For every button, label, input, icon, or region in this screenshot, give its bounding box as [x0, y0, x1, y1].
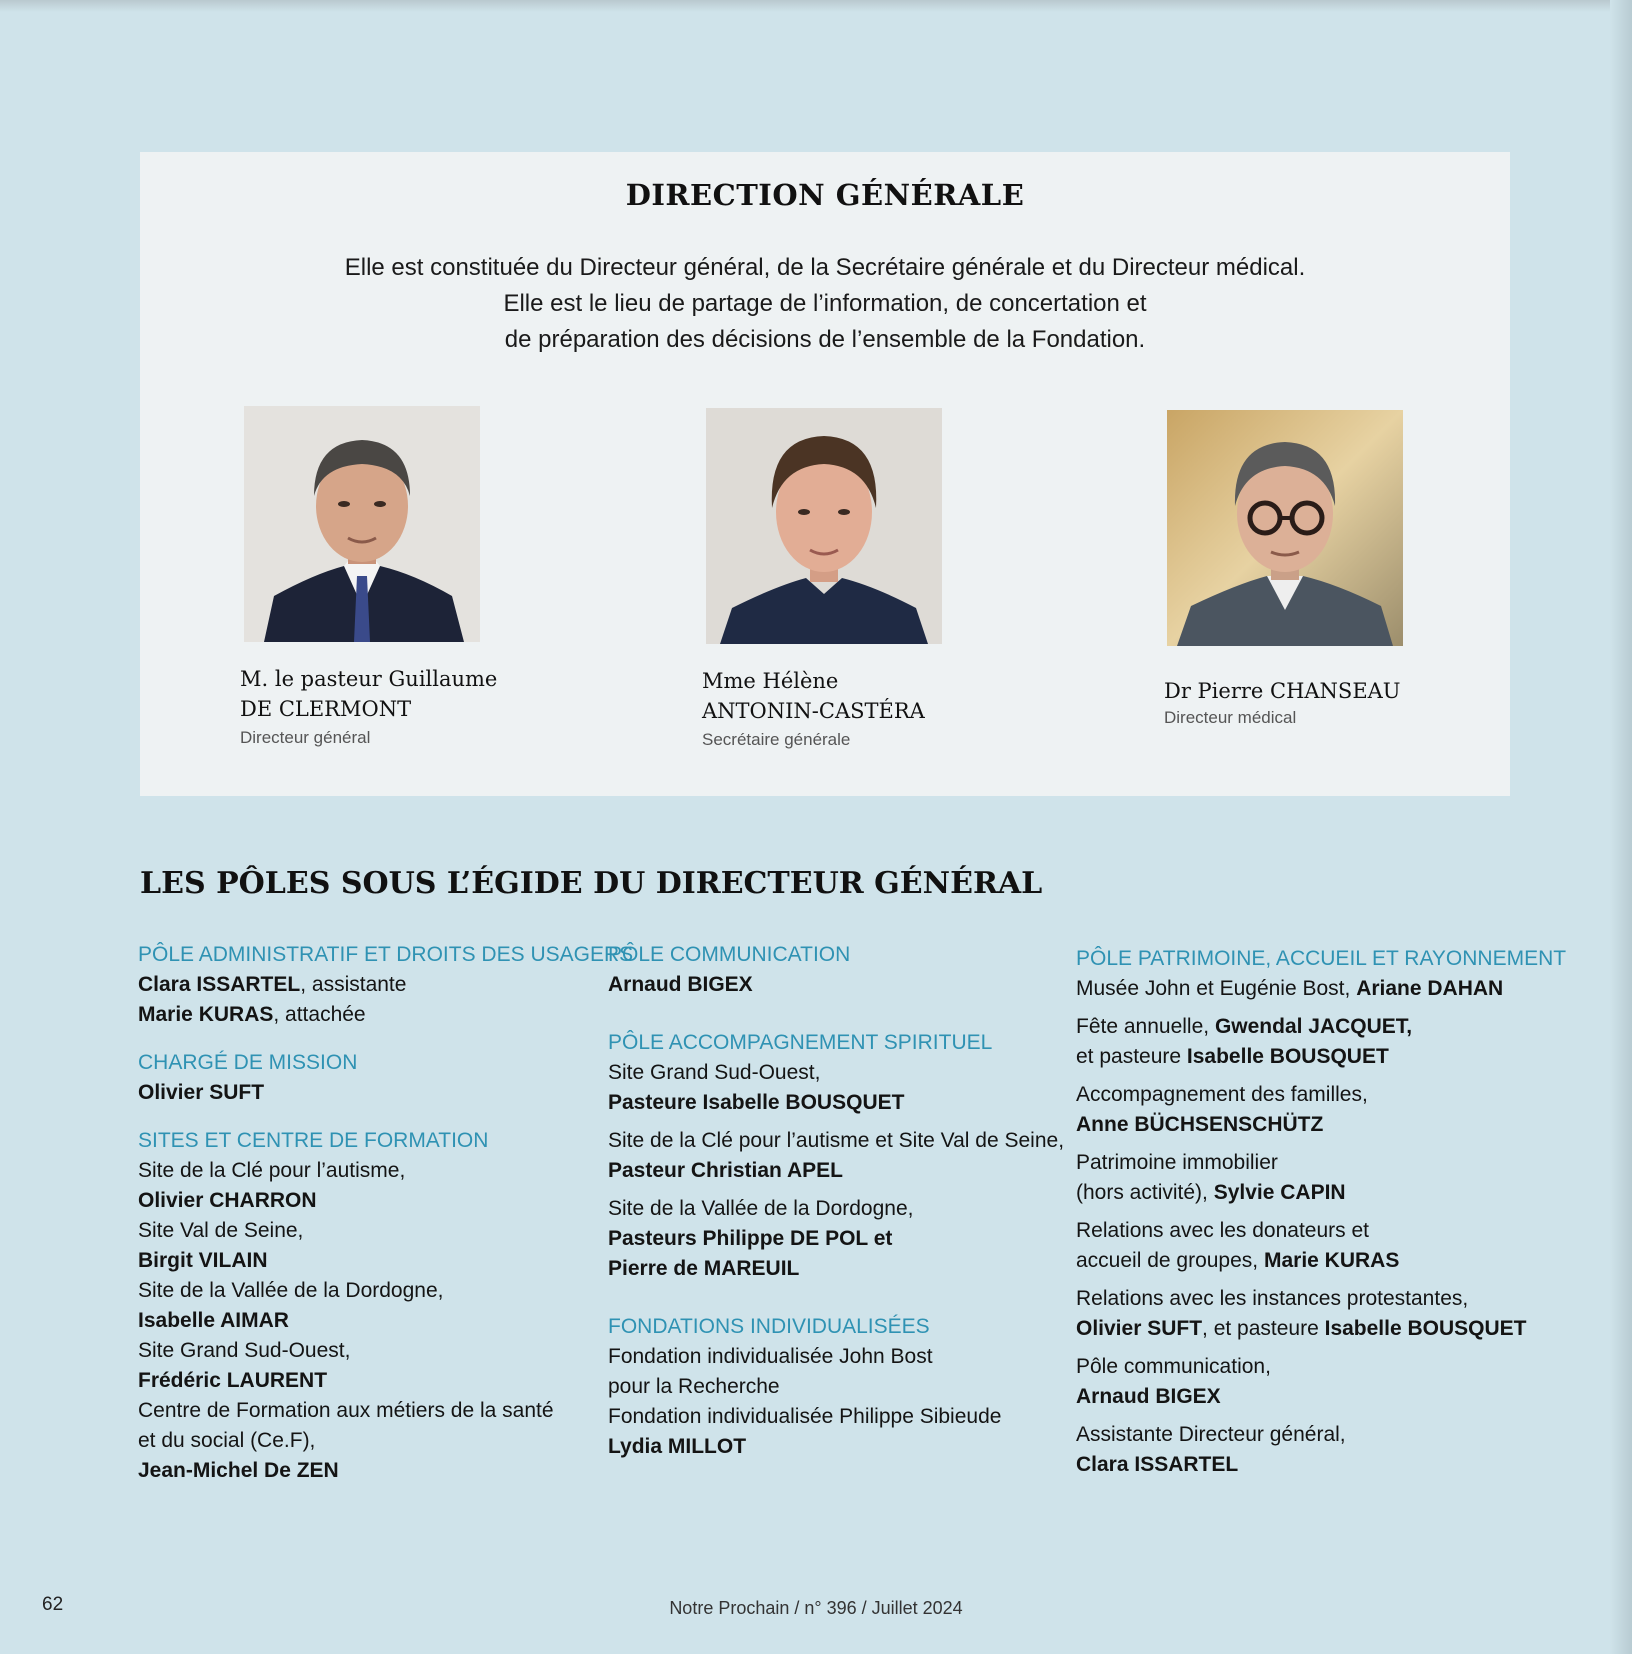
direction-title: DIRECTION GÉNÉRALE — [625, 178, 1025, 212]
staff-name: Arnaud BIGEX — [608, 973, 753, 996]
staff-line — [138, 1000, 633, 1030]
staff-line — [608, 1432, 1064, 1462]
staff-name: Isabelle BOUSQUET — [1186, 1045, 1389, 1068]
entry-line — [1076, 1382, 1566, 1412]
staff-name: Birgit VILAIN — [138, 1249, 268, 1272]
person-name-line: Dr Pierre CHANSEAU — [1164, 679, 1401, 703]
staff-name: Pasteurs Philippe DE POL et — [608, 1227, 893, 1250]
entry-text: et pasteure — [1076, 1045, 1187, 1068]
person-name-director-general — [240, 664, 497, 724]
staff-line — [608, 1088, 1064, 1118]
pole-heading: CHARGÉ DE MISSION — [138, 1051, 358, 1074]
pole-heading: PÔLE ACCOMPAGNEMENT SPIRITUEL — [608, 1031, 993, 1054]
staff-line — [608, 1254, 1064, 1284]
portrait-photo-secretary-general — [706, 408, 942, 644]
direction-intro — [140, 250, 1510, 358]
fondation-line: pour la Recherche — [608, 1375, 780, 1398]
staff-line — [608, 1224, 1064, 1254]
poles-section-title: LES PÔLES SOUS L’ÉGIDE DU DIRECTEUR GÉNÉRAL — [140, 866, 1043, 901]
fondation-line: Fondation individualisée John Bost — [608, 1345, 933, 1368]
person-name-line: Mme Hélène — [702, 669, 839, 693]
person-name-line: DE CLERMONT — [240, 697, 412, 721]
staff-name: Lydia MILLOT — [608, 1435, 747, 1458]
staff-name: Clara ISSARTEL — [138, 973, 301, 996]
site-line: Site de la Clé pour l’autisme, — [138, 1159, 406, 1182]
entry-line — [1076, 1246, 1566, 1276]
staff-line — [138, 1078, 633, 1108]
intro-line: Elle est constituée du Directeur général, de la Secrétaire générale et du Directeur médical. — [344, 254, 1306, 281]
publication-footer: Notre Prochain / n° 396 / Juillet 2024 — [669, 1598, 963, 1618]
person-role-secretary-general: Secrétaire générale — [702, 730, 851, 749]
pole-heading: PÔLE COMMUNICATION — [608, 943, 851, 966]
staff-name: Olivier SUFT — [1076, 1317, 1203, 1340]
pole-block-mission — [138, 1048, 633, 1108]
page-number: 62 — [42, 1594, 64, 1615]
staff-name: Gwendal JACQUET, — [1214, 1015, 1413, 1038]
site-line: Site Grand Sud-Ouest, — [138, 1339, 351, 1362]
entry-text: (hors activité), — [1076, 1181, 1214, 1204]
staff-name: Pierre de MAREUIL — [608, 1257, 800, 1280]
direction-panel — [140, 152, 1510, 796]
entry-text: Musée John et Eugénie Bost, — [1076, 977, 1357, 1000]
site-line: Site Val de Seine, — [138, 1219, 304, 1242]
poles-column-2 — [608, 940, 1064, 1480]
pole-block-sites — [138, 1126, 633, 1486]
entry-line — [1076, 1450, 1566, 1480]
staff-line — [608, 1156, 1064, 1186]
staff-name: Sylvie CAPIN — [1213, 1181, 1346, 1204]
person-name-medical-director — [1164, 676, 1401, 706]
pole-block-communication — [608, 940, 1064, 1000]
site-line: Centre de Formation aux métiers de la santé — [138, 1399, 554, 1422]
staff-line — [138, 1366, 633, 1396]
staff-line — [138, 970, 633, 1000]
staff-name: Marie KURAS — [1263, 1249, 1400, 1272]
staff-role: , attachée — [273, 1003, 366, 1026]
staff-name: Olivier CHARRON — [138, 1189, 317, 1212]
poles-column-1 — [138, 940, 633, 1504]
person-role-director-general: Directeur général — [240, 728, 371, 747]
staff-line — [138, 1306, 633, 1336]
entry-text: accueil de groupes, — [1076, 1249, 1264, 1272]
page-right-edge — [1610, 0, 1632, 1654]
intro-line: de préparation des décisions de l’ensemble de la Fondation. — [504, 326, 1146, 353]
staff-name: Frédéric LAURENT — [138, 1369, 328, 1392]
person-name-secretary-general — [702, 666, 925, 726]
entry-line — [1076, 1314, 1566, 1344]
staff-line — [608, 970, 1064, 1000]
site-line: Site Grand Sud-Ouest, — [608, 1061, 821, 1084]
fondation-line: Fondation individualisée Philippe Sibieude — [608, 1405, 1002, 1428]
site-line: et du social (Ce.F), — [138, 1429, 316, 1452]
pole-heading: FONDATIONS INDIVIDUALISÉES — [608, 1315, 930, 1338]
staff-name: Anne BÜCHSENSCHÜTZ — [1076, 1113, 1324, 1136]
entry-line: Relations avec les donateurs et — [1076, 1219, 1370, 1242]
entry-line — [1076, 1110, 1566, 1140]
entry-text: Fête annuelle, — [1076, 1015, 1215, 1038]
site-line: Site de la Clé pour l’autisme et Site Val de Seine, — [608, 1129, 1065, 1152]
staff-name: Clara ISSARTEL — [1076, 1453, 1239, 1476]
staff-name: Olivier SUFT — [138, 1081, 265, 1104]
entry-line — [1076, 1042, 1566, 1072]
staff-name: Isabelle BOUSQUET — [1324, 1317, 1527, 1340]
site-line: Site de la Vallée de la Dordogne, — [608, 1197, 914, 1220]
staff-name: Arnaud BIGEX — [1076, 1385, 1221, 1408]
person-name-line: M. le pasteur Guillaume — [240, 667, 498, 691]
intro-line: Elle est le lieu de partage de l’information, de concertation et — [503, 290, 1147, 317]
staff-name: Isabelle AIMAR — [138, 1309, 289, 1332]
entry-line: Pôle communication, — [1076, 1355, 1271, 1378]
pole-heading: SITES ET CENTRE DE FORMATION — [138, 1129, 489, 1152]
staff-name: Jean-Michel De ZEN — [138, 1459, 339, 1482]
entry-line: Patrimoine immobilier — [1076, 1151, 1278, 1174]
staff-line — [138, 1186, 633, 1216]
pole-block-spirituel — [608, 1028, 1064, 1284]
staff-name: Pasteure Isabelle BOUSQUET — [608, 1091, 905, 1114]
pole-block-administratif — [138, 940, 633, 1030]
staff-name: Ariane DAHAN — [1356, 977, 1504, 1000]
person-name-line: ANTONIN-CASTÉRA — [702, 699, 925, 723]
staff-name: Pasteur Christian APEL — [608, 1159, 843, 1182]
portrait-photo-medical-director — [1167, 410, 1403, 646]
staff-line — [138, 1456, 633, 1486]
entry-line — [1076, 1178, 1566, 1208]
pole-heading: PÔLE PATRIMOINE, ACCUEIL ET RAYONNEMENT — [1076, 947, 1567, 970]
entry-text: , et pasteure — [1202, 1317, 1325, 1340]
entry-line: Assistante Directeur général, — [1076, 1423, 1346, 1446]
site-line: Site de la Vallée de la Dordogne, — [138, 1279, 444, 1302]
entry-line — [1076, 1012, 1566, 1042]
pole-heading: PÔLE ADMINISTRATIF ET DROITS DES USAGERS — [138, 943, 634, 966]
portrait-photo-director-general — [244, 406, 480, 642]
entry-line — [1076, 974, 1566, 1004]
staff-role: , assistante — [300, 973, 407, 996]
poles-column-3 — [1076, 944, 1566, 1480]
staff-line — [138, 1246, 633, 1276]
pole-block-fondations — [608, 1312, 1064, 1462]
entry-line: Accompagnement des familles, — [1076, 1083, 1368, 1106]
staff-name: Marie KURAS — [138, 1003, 274, 1026]
entry-line: Relations avec les instances protestantes, — [1076, 1287, 1469, 1310]
person-role-medical-director: Directeur médical — [1164, 708, 1297, 727]
page-top-edge — [0, 0, 1632, 12]
